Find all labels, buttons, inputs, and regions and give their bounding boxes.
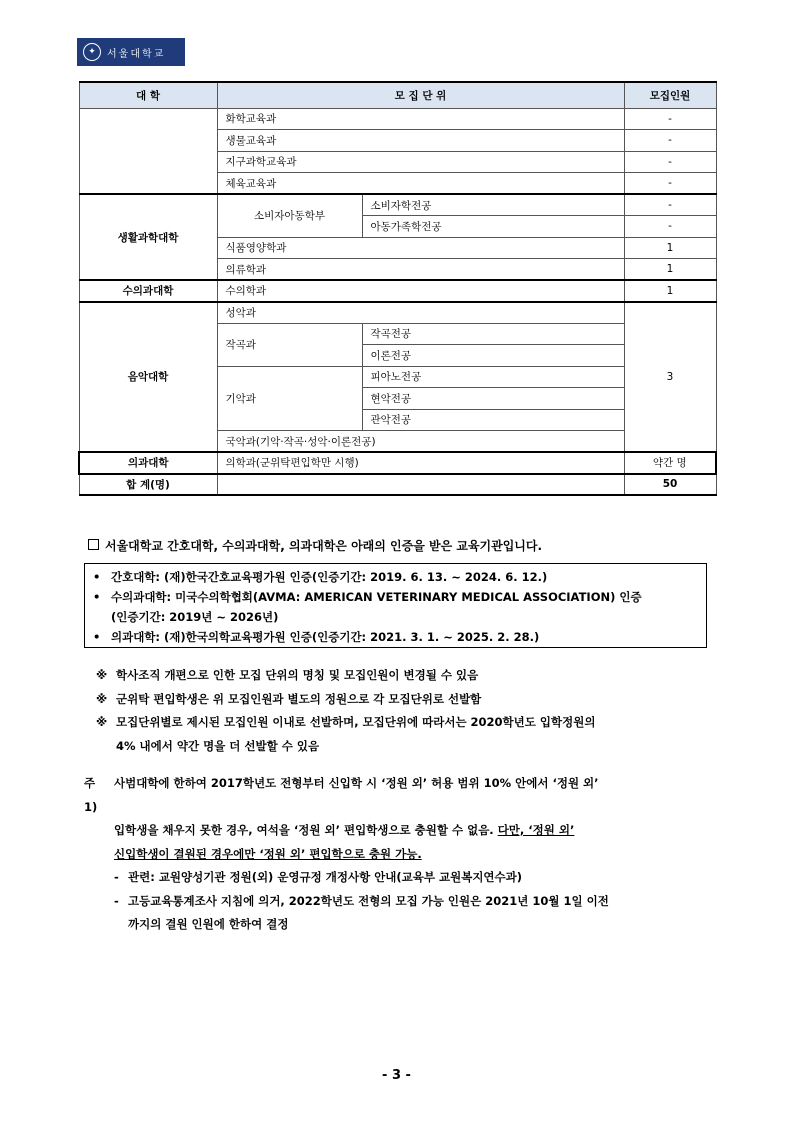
remark-item: ※ 군위탁 편입학생은 위 모집인원과 별도의 정원으로 각 모집단위로 선발함 <box>96 688 716 712</box>
page-number: - 3 - <box>382 1068 411 1083</box>
total-row <box>79 474 716 496</box>
footnote-sub-item: - 관련: 교원양성기관 정원(외) 운영규정 개정사항 안내(교육부 교원복지연수과) <box>114 870 523 884</box>
college-cell: 음악대학 <box>79 302 217 453</box>
unit-cell: 의학과(군위탁편입학만 시행) <box>217 452 624 474</box>
college-cell: 생활과학대학 <box>79 194 217 280</box>
count-cell: - <box>624 194 716 216</box>
reference-mark-icon: ※ <box>96 715 108 729</box>
accreditation-box <box>84 563 707 648</box>
total-empty <box>217 474 624 496</box>
count-cell: - <box>624 216 716 238</box>
major-cell: 아동가족학전공 <box>362 216 624 238</box>
footnote-line: 입학생을 채우지 못한 경우, 여석을 ‘정원 외’ 편입학생으로 충원할 수 없음. 다만, ‘정원 외’ <box>114 823 575 837</box>
remarks <box>96 664 716 758</box>
admission-quota-table <box>78 81 717 496</box>
table-row <box>79 108 716 130</box>
count-cell: 1 <box>624 280 716 302</box>
list-item: • 간호대학: (재)한국간호교육평가원 인증(인증기간: 2019. 6. 13. ~ 2024. 6. 12.) <box>93 567 698 587</box>
table-row <box>79 280 716 302</box>
list-item-continuation: (인증기간: 2019년 ~ 2026년) <box>111 610 279 624</box>
major-cell: 현악전공 <box>362 388 624 410</box>
reference-mark-icon: ※ <box>96 691 108 706</box>
dept-cell: 소비자아동학부 <box>217 194 362 237</box>
major-cell: 소비자학전공 <box>362 194 624 216</box>
bullet-icon: • <box>93 570 101 584</box>
dept-cell: 기악과 <box>217 366 362 431</box>
remark-item: ※ 모집단위별로 제시된 모집인원 이내로 선발하며, 모집단위에 따라서는 2020학년도 입학정원의 <box>96 711 716 735</box>
count-cell: - <box>624 151 716 173</box>
major-cell: 이론전공 <box>362 345 624 367</box>
major-cell: 관악전공 <box>362 409 624 431</box>
major-cell: 피아노전공 <box>362 366 624 388</box>
underlined-text: 다만, ‘정원 외’ <box>497 823 575 837</box>
list-item: • 수의과대학: 미국수의학협회(AVMA: AMERICAN VETERINARY MEDICAL ASSOCIATION) 인증 <box>93 587 698 607</box>
major-cell: 작곡전공 <box>362 323 624 345</box>
list-item: • 의과대학: (재)한국의학교육평가원 인증(인증기간: 2021. 3. 1. ~ 2025. 2. 28.) <box>93 627 698 647</box>
remark-item: ※ 학사조직 개편으로 인한 모집 단위의 명칭 및 모집인원이 변경될 수 있음 <box>96 664 716 688</box>
count-cell: 1 <box>624 259 716 281</box>
header-count: 모집인원 <box>624 82 716 108</box>
total-count: 50 <box>624 474 716 496</box>
university-logo <box>77 38 185 66</box>
count-cell: 3 <box>624 302 716 453</box>
unit-cell: 수의학과 <box>217 280 624 302</box>
table-row <box>79 194 716 216</box>
dept-cell: 작곡과 <box>217 323 362 366</box>
table-row <box>79 302 716 324</box>
count-cell: 1 <box>624 237 716 259</box>
count-cell: - <box>624 108 716 130</box>
checkbox-square-icon <box>88 539 99 550</box>
bullet-icon: • <box>93 590 101 604</box>
unit-cell: 체육교육과 <box>217 173 624 195</box>
bullet-icon: • <box>93 630 101 644</box>
count-cell: 약간 명 <box>624 452 716 474</box>
total-label: 합 계(명) <box>79 474 217 496</box>
table-header-row <box>79 82 716 108</box>
college-cell-empty <box>79 108 217 194</box>
underlined-text: 신입학생이 결원된 경우에만 ‘정원 외’ 편입학으로 충원 가능. <box>114 846 422 861</box>
unit-cell: 식품영양학과 <box>217 237 624 259</box>
unit-cell: 지구과학교육과 <box>217 151 624 173</box>
college-cell: 수의과대학 <box>79 280 217 302</box>
unit-cell: 화학교육과 <box>217 108 624 130</box>
unit-cell: 의류학과 <box>217 259 624 281</box>
reference-mark-icon: ※ <box>96 668 108 682</box>
logo-text: 서울대학교 <box>107 48 166 60</box>
count-cell: - <box>624 173 716 195</box>
footnote-sub-item: - 고등교육통계조사 지침에 의거, 2022학년도 전형의 모집 가능 인원은 2021년 10월 1일 이전 <box>114 893 609 908</box>
table-row <box>79 452 716 474</box>
footnote-sub-continuation: 까지의 결원 인원에 한하여 결정 <box>128 917 289 931</box>
footnote <box>84 772 718 937</box>
footnote-label: 주1) <box>84 776 98 814</box>
header-college: 대 학 <box>79 82 217 108</box>
footnote-line <box>84 843 718 867</box>
college-cell: 의과대학 <box>79 452 217 474</box>
header-unit: 모 집 단 위 <box>217 82 624 108</box>
accreditation-heading: 서울대학교 간호대학, 수의과대학, 의과대학은 아래의 인증을 받은 교육기관입니다. <box>88 537 542 554</box>
unit-cell: 성악과 <box>217 302 624 324</box>
footnote-line: 주1) 사범대학에 한하여 2017학년도 전형부터 신입학 시 ‘정원 외’ 허용 범위 10% 안에서 ‘정원 외’ <box>84 772 718 819</box>
unit-cell: 국악과(기악·작곡·성악·이론전공) <box>217 431 624 453</box>
remark-continuation: 4% 내에서 약간 명을 더 선발할 수 있음 <box>116 738 320 753</box>
unit-cell: 생물교육과 <box>217 130 624 152</box>
count-cell: - <box>624 130 716 152</box>
seal-icon: ✦ <box>83 43 101 61</box>
